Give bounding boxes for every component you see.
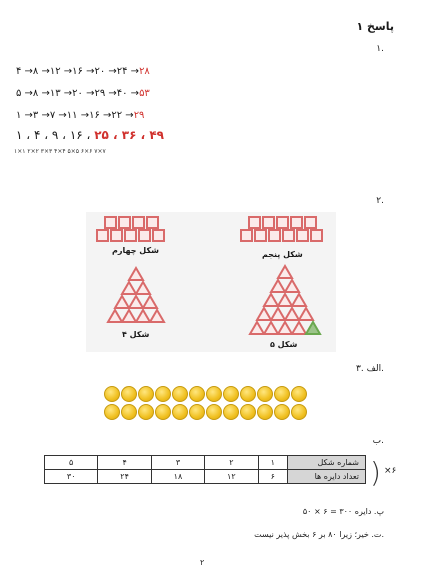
- square-tile: [304, 216, 317, 229]
- coin-icon: [189, 404, 205, 420]
- coin-icon: [206, 386, 222, 402]
- table-cell: ۳: [151, 456, 204, 470]
- square-tile: [152, 229, 165, 242]
- coin-icon: [223, 386, 239, 402]
- square-tile: [268, 229, 281, 242]
- sequence-row-4-products: ۱×۱ ۲×۲ ۳×۳ ۴×۴ ۵×۵ ۶×۶ ۷×۷: [14, 148, 106, 155]
- sequence-row-2-answer: ۵۳: [139, 88, 150, 99]
- sequence-row-2: [16, 88, 150, 99]
- squares-bottom-row-5: [240, 229, 324, 242]
- sequence-row-3-terms: ۱ →۳ →۷ →۱۱ →۱۶ →۲۲ →: [16, 110, 134, 121]
- coin-rows: [104, 386, 310, 422]
- triangle-figure-5: [246, 264, 324, 338]
- pattern-figure: [86, 212, 336, 352]
- table-cell: ۲: [205, 456, 258, 470]
- sequence-row-4-terms: ۱ ، ۴ ، ۹ ، ۱۶ ،: [16, 128, 95, 142]
- squares-bottom-row-4: [96, 229, 166, 242]
- question-1-number: ۱.: [376, 44, 384, 54]
- square-tile: [124, 229, 137, 242]
- coin-icon: [223, 404, 239, 420]
- coin-row-bottom: [104, 404, 310, 420]
- question-3-label: ۳. الف.: [356, 364, 384, 374]
- table-header-figure-number: شماره شکل: [288, 456, 366, 470]
- coin-icon: [155, 386, 171, 402]
- coin-icon: [240, 386, 256, 402]
- square-tile: [290, 216, 303, 229]
- brace-icon: ): [370, 456, 381, 489]
- coin-icon: [240, 404, 256, 420]
- answer-b: پ. دایره ۳۰۰ = ۶ × ۵۰: [302, 507, 384, 516]
- table-row: [45, 456, 366, 470]
- table-cell: ۲۴: [98, 470, 151, 484]
- coin-icon: [189, 386, 205, 402]
- sequence-row-1-terms: ۴ →۸ →۱۲ →۱۶ →۲۰ →۲۴ →: [16, 66, 140, 77]
- square-tile: [310, 229, 323, 242]
- sequence-row-3: [16, 110, 144, 121]
- table-cell: ۴: [98, 456, 151, 470]
- square-tile: [110, 229, 123, 242]
- answer-c: ت. خیر؛ زیرا ۸۰ بر ۶ بخش پذیر نیست.: [254, 530, 384, 539]
- coin-icon: [121, 404, 137, 420]
- triangle-figure-4: [106, 266, 166, 328]
- square-tile: [138, 229, 151, 242]
- table-cell: ۳۰: [45, 470, 98, 484]
- squares-top-row-4: [104, 216, 160, 229]
- coin-icon: [172, 386, 188, 402]
- table-cell: ۱۸: [151, 470, 204, 484]
- question-b-label: ب.: [372, 436, 384, 446]
- coin-icon: [104, 404, 120, 420]
- brace-note: ×۶: [384, 466, 397, 476]
- sequence-row-1: [16, 66, 150, 77]
- square-tile: [132, 216, 145, 229]
- square-tile: [96, 229, 109, 242]
- coin-icon: [138, 404, 154, 420]
- coin-icon: [291, 404, 307, 420]
- square-tile: [146, 216, 159, 229]
- coin-icon: [172, 404, 188, 420]
- square-tile: [296, 229, 309, 242]
- coin-icon: [274, 386, 290, 402]
- coin-icon: [206, 404, 222, 420]
- square-tile: [248, 216, 261, 229]
- coin-icon: [291, 386, 307, 402]
- coin-icon: [155, 404, 171, 420]
- page-title: پاسخ ۱: [356, 20, 394, 33]
- sequence-row-1-answer: ۲۸: [139, 66, 150, 77]
- table-cell: ۵: [45, 456, 98, 470]
- square-tile: [104, 216, 117, 229]
- coin-icon: [257, 386, 273, 402]
- sequence-row-4-answer: ۲۵ ، ۳۶ ، ۴۹: [94, 128, 165, 142]
- table-cell: ۱: [258, 456, 287, 470]
- sequence-row-3-answer: ۲۹: [133, 110, 145, 121]
- figure-4-triangles-label: شکل ۴: [122, 330, 150, 339]
- figure-5-triangles-label: شکل ۵: [270, 340, 298, 349]
- square-tile: [262, 216, 275, 229]
- figure-4-squares-label: شکل چهارم: [112, 246, 159, 255]
- figure-5-squares-label: شکل پنجم: [262, 250, 303, 259]
- coin-icon: [138, 386, 154, 402]
- question-2-number: ۲.: [376, 196, 384, 206]
- square-tile: [282, 229, 295, 242]
- table-header-circle-count: تعداد دایره ها: [288, 470, 366, 484]
- coin-row-top: [104, 386, 310, 402]
- squares-top-row-5: [248, 216, 318, 229]
- square-tile: [118, 216, 131, 229]
- coin-icon: [104, 386, 120, 402]
- table-cell: ۱۲: [205, 470, 258, 484]
- coin-icon: [121, 386, 137, 402]
- coin-icon: [257, 404, 273, 420]
- page-number: ۲: [200, 558, 205, 565]
- square-tile: [276, 216, 289, 229]
- square-tile: [240, 229, 253, 242]
- square-tile: [254, 229, 267, 242]
- sequence-row-4: [16, 128, 164, 142]
- table-row: [45, 470, 366, 484]
- coin-icon: [274, 404, 290, 420]
- answer-table: [44, 455, 366, 484]
- sequence-row-2-terms: ۵ →۸ →۱۳ →۲۰ →۲۹ →۴۰ →: [16, 88, 140, 99]
- table-cell: ۶: [258, 470, 287, 484]
